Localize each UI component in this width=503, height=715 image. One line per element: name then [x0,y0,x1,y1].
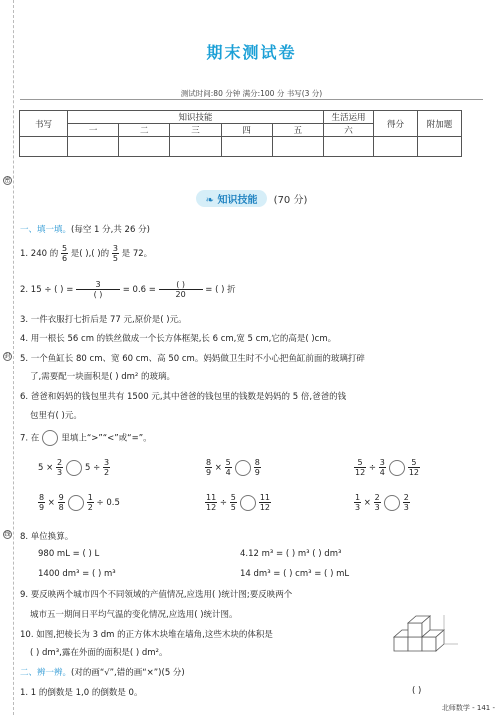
score-col-2: 二 [119,124,170,137]
part1-note: (每空 1 分,共 26 分) [71,225,150,235]
score-header-shuxie: 书写 [20,111,68,137]
score-col-3: 三 [170,124,221,137]
compare-r1c3: $\frac{5}{12}$ ÷ $\frac{3}{4}$ $\frac{5}{12}$ [355,458,419,477]
q7-text-a: 7. 在 [20,433,40,444]
question-9-line-1: 9. 要反映两个城市四个不同领域的产值情况,应选用( )统计图;要反映两个 [20,590,293,600]
answer-circle[interactable] [42,430,58,446]
score-header-shenghuo: 生活运用 [324,111,374,124]
question-10-line-2: ( ) dm³,露在外面的面积是( ) dm²。 [30,648,168,658]
answer-circle[interactable] [66,460,82,476]
q8-row2-a: 1400 dm³ = ( ) m³ [38,569,116,579]
question-6-line-2: 包里有( )元。 [30,411,82,421]
binding-hole-xian: 线 [4,531,11,538]
q8-row1-b: 4.12 m³ = ( ) m³ ( ) dm³ [240,549,342,559]
score-header-zhishi: 知识技能 [68,111,324,124]
compare-r2c1: $\frac{8}{9}$ × $\frac{9}{8}$ $\frac{1}{2}$ ÷ 0.5 [39,493,120,512]
question-8: 8. 单位换算。 [20,532,74,542]
score-cell[interactable] [418,137,462,157]
question-1 [20,244,480,263]
score-cell[interactable] [119,137,170,157]
q7-text-b: 里填上“>”“<”或“=”。 [61,433,152,444]
question-7 [20,430,480,446]
answer-circle[interactable] [389,460,405,476]
score-col-6: 六 [324,124,374,137]
section-heading [0,190,503,207]
question-2 [20,280,480,299]
answer-circle[interactable] [384,495,400,511]
compare-r1c1: 5 × $\frac{2}{3}$ 5 ÷ $\frac{3}{2}$ [38,458,110,477]
section-points: (70 分) [273,195,308,206]
score-header-fujia: 附加题 [418,111,462,137]
part2-heading [20,666,480,678]
binding-hole-feng: 封 [4,353,11,360]
score-header-defen: 得分 [374,111,418,137]
score-cell[interactable] [221,137,272,157]
part2-question-1: 1. 1 的倒数是 1,0 的倒数是 0。 [20,688,143,698]
question-10-line-1: 10. 如图,把棱长为 3 dm 的正方体木块堆在墙角,这些木块的体积是 [20,630,273,640]
compare-r1c2: $\frac{8}{9}$ × $\frac{5}{4}$ $\frac{8}{9}$ [206,458,260,477]
answer-circle[interactable] [235,460,251,476]
part2-heading-text: 二、辨一辨。 [20,668,72,678]
divider [20,99,483,100]
q2-fraction-1: $\frac{3}{( )}$ [76,280,120,299]
score-col-4: 四 [221,124,272,137]
cubes-figure [392,615,460,659]
test-info: 测试时间:80 分钟 满分:100 分 书写(3 分) [180,89,323,98]
part1-heading-text: 一、填一填。 [20,225,72,235]
question-3: 3. 一件衣服打七折后是 77 元,原价是( )元。 [20,315,187,325]
q2-fraction-2: $\frac{( )}{20}$ [159,280,203,299]
page-footer: 北师数学 - 141 - [441,704,495,712]
answer-circle[interactable] [68,495,84,511]
question-5-line-2: 了,需要配一块面积是( ) dm² 的玻璃。 [30,372,176,382]
score-cell[interactable] [324,137,374,157]
score-cell[interactable] [68,137,119,157]
q2-text-b: = 0.6 = [122,285,156,295]
score-table [19,110,462,157]
question-4: 4. 用一根长 56 cm 的铁丝做成一个长方体框架,长 6 cm,宽 5 cm,它的高是( )cm。 [20,334,337,344]
q1-text-a: 1. 240 的 [20,249,59,259]
part2-q1-answer-blank[interactable]: ( ) [412,686,422,696]
q2-text-a: 2. 15 ÷ ( ) = [20,285,74,295]
score-cell[interactable] [20,137,68,157]
score-cell[interactable] [272,137,323,157]
compare-r2c3: $\frac{1}{3}$ × $\frac{2}{3}$ $\frac{2}{3}$ [355,493,409,512]
q8-row1-a: 980 mL = ( ) L [38,549,100,559]
score-col-5: 五 [272,124,323,137]
paw-icon: ❧ [205,195,218,206]
compare-r2c2: $\frac{11}{12}$ ÷ $\frac{5}{5}$ $\frac{11}{12}$ [206,493,270,512]
score-col-1: 一 [68,124,119,137]
q1-fraction-2: $\frac{3}{5}$ [112,244,118,263]
section-name: 知识技能 [217,195,258,206]
part1-heading [20,223,480,235]
answer-circle[interactable] [240,495,256,511]
q2-text-c: = ( ) 折 [205,285,236,295]
section-pill [196,190,268,207]
q8-row2-b: 14 dm³ = ( ) cm³ = ( ) mL [240,569,350,579]
q1-text-c: 是 72。 [121,249,153,259]
question-6-line-1: 6. 爸爸和妈妈的钱包里共有 1500 元,其中爸爸的钱包里的钱数是妈妈的 5 倍,爸爸的钱 [20,392,347,402]
q1-fraction-1: $\frac{5}{6}$ [61,244,68,263]
score-cell[interactable] [374,137,418,157]
binding-hole-mi: 密 [4,177,11,184]
question-9-line-2: 城市五一期间日平均气温的变化情况,应选用( )统计图。 [30,610,238,620]
question-5-line-1: 5. 一个鱼缸长 80 cm、宽 60 cm、高 50 cm。妈妈做卫生时不小心把鱼缸前面的玻璃打碎 [20,354,365,364]
page-title: 期末测试卷 [206,43,297,62]
score-cell[interactable] [170,137,221,157]
q1-text-b: 是( ),( )的 [70,249,110,259]
part2-note: (对的画“√”,错的画“×”)(5 分) [71,668,185,678]
